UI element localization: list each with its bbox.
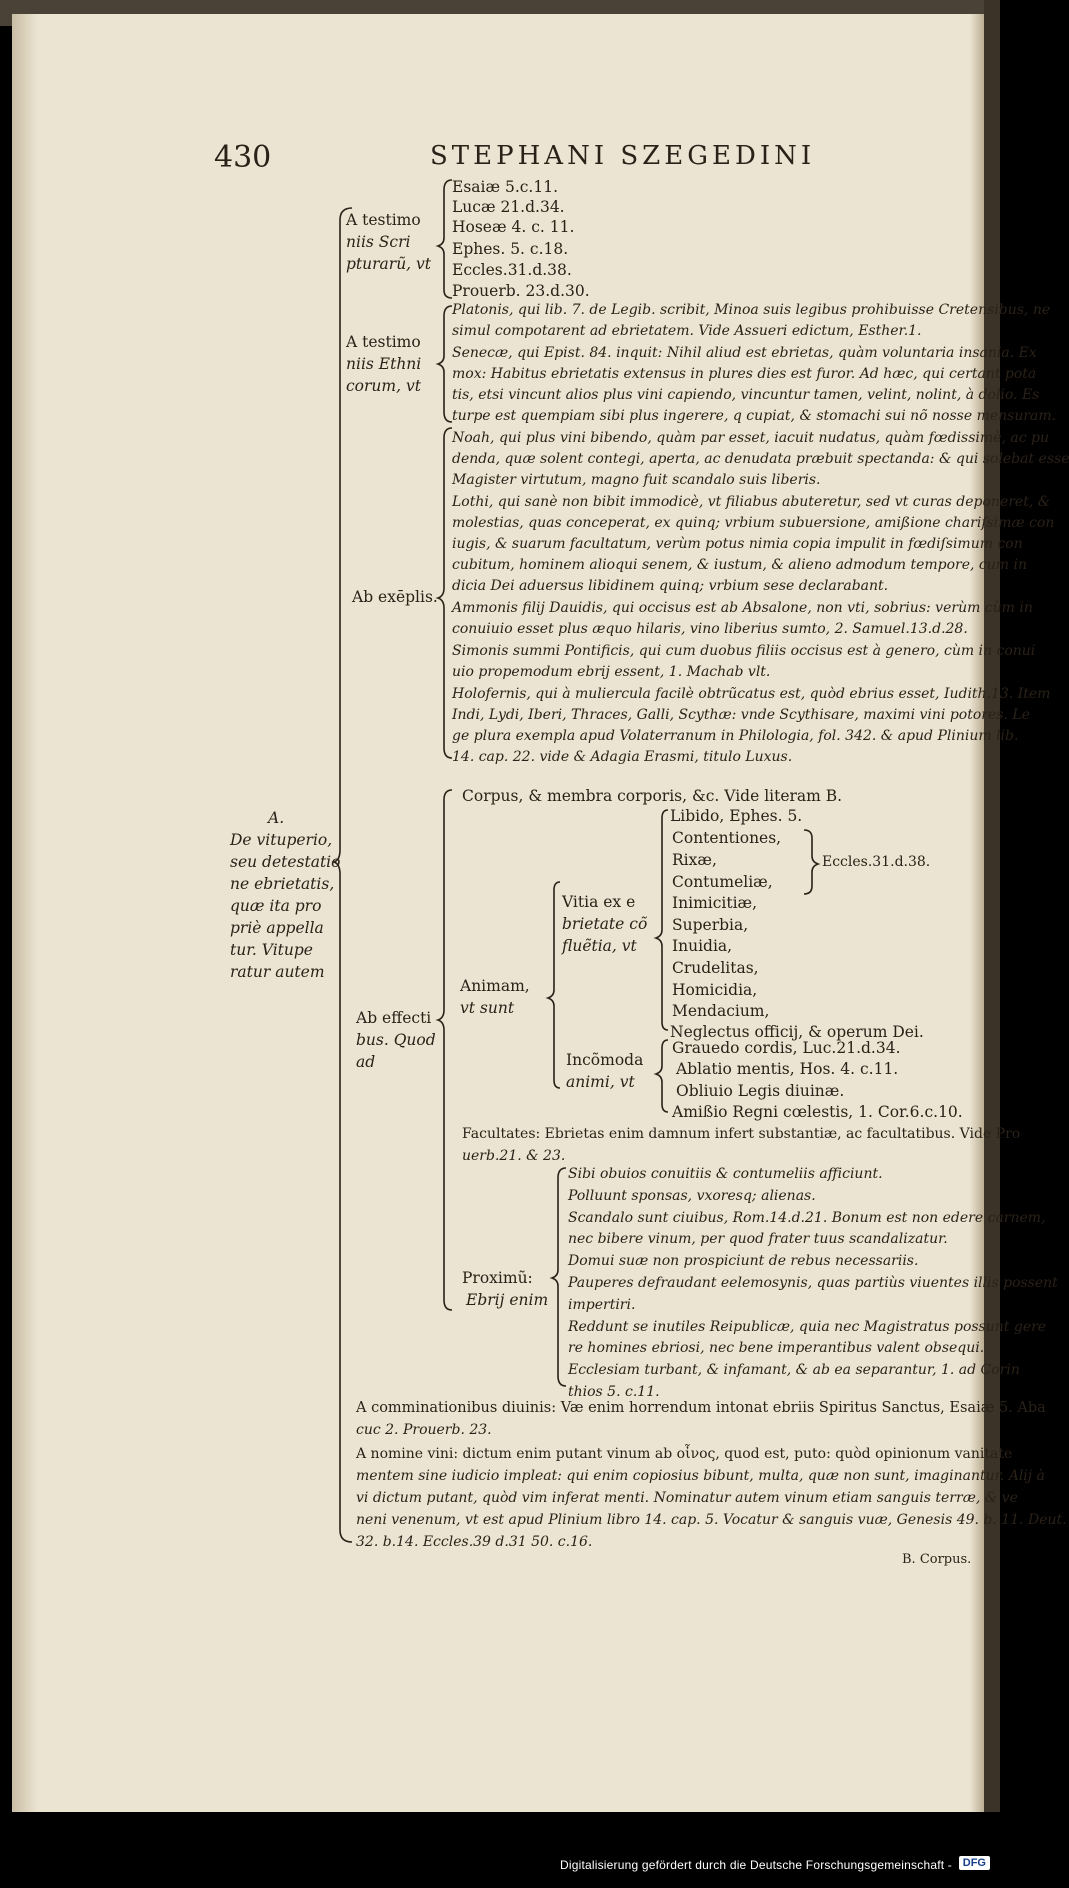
- corpus-line: Corpus, & membra corporis, &c. Vide literam B.: [462, 787, 843, 805]
- vitia-label: brietate cõ: [562, 915, 648, 933]
- effectis-label: Ab effecti: [356, 1009, 432, 1027]
- root-line: ratur autem: [230, 963, 325, 981]
- exempla-line: cubitum, hominem alioqui senem, & iustum, & alieno admodum tempore, cum in: [452, 557, 1027, 573]
- nomine-line: neni venenum, vt est apud Plinium libro 14. cap. 5. Vocatur & sanguis vuæ, Genesis 49. b. 11. Deut.: [356, 1512, 1067, 1528]
- footer-credit: Digitalisierung gefördert durch die Deutsche Forschungsgemeinschaft -: [560, 1858, 952, 1872]
- exempla-line: Holofernis, qui à muliercula facilè obtrũcatus est, quòd ebrius esset, Iudith.13. Item: [452, 686, 1051, 702]
- eccles-brace: [804, 830, 818, 894]
- scripture-label: pturarũ, vt: [346, 255, 432, 273]
- exempla-line: Magister virtutum, magno fuit scandalo suis liberis.: [452, 472, 821, 488]
- exempla-line: Simonis summi Pontificis, qui cum duobus filiis occisus est à genero, cùm in conui: [452, 643, 1036, 659]
- proximum-line: impertiri.: [568, 1297, 636, 1313]
- ethnici-label: niis Ethni: [346, 355, 422, 373]
- vitium-item: Rixæ,: [672, 851, 717, 869]
- scripture-brace: [438, 180, 452, 298]
- exempla-line: Lothi, qui sanè non bibit immodicè, vt filiabus abuteretur, sed vt curas deponeret, &: [452, 494, 1051, 510]
- incomodum-item: Amißio Regni cœlestis, 1. Cor.6.c.10.: [672, 1103, 963, 1121]
- animam-brace: [548, 882, 560, 1088]
- exempla-line: 14. cap. 22. vide & Adagia Erasmi, titulo Luxus.: [452, 749, 793, 765]
- proximum-brace: [552, 1168, 566, 1386]
- vitium-item: Crudelitas,: [672, 959, 759, 977]
- ethnici-line: Platonis, qui lib. 7. de Legib. scribit, Minoa suis legibus prohibuisse Cretensibus, ne: [452, 302, 1051, 318]
- catchword: B. Corpus.: [902, 1552, 972, 1567]
- nomine-line: mentem sine iudicio impleat: qui enim copiosius bibunt, multa, quæ non sunt, imaginantur. Alij à: [356, 1468, 1045, 1484]
- scripture-ref: Ephes. 5. c.18.: [452, 240, 569, 258]
- incomoda-brace: [656, 1040, 668, 1112]
- scripture-ref: Prouerb. 23.d.30.: [452, 282, 590, 300]
- nomine-line: 32. b.14. Eccles.39 d.31 50. c.16.: [356, 1534, 593, 1550]
- animam-label: vt sunt: [460, 999, 515, 1017]
- scripture-ref: Hoseæ 4. c. 11.: [452, 218, 575, 236]
- exempla-line: Noah, qui plus vini bibendo, quàm par esset, iacuit nudatus, quàm fœdissimè, ac pu: [452, 430, 1049, 446]
- vitium-item: Inuidia,: [672, 937, 733, 955]
- comminationibus-line: A comminationibus diuinis: Væ enim horrendum intonat ebriis Spiritus Sanctus, Esaiæ 5. Aba: [356, 1400, 1046, 1416]
- running-title: STEPHANI SZEGEDINI: [430, 141, 816, 171]
- proximum-line: Polluunt sponsas, vxoresq; alienas.: [568, 1188, 816, 1204]
- proximum-line: Reddunt se inutiles Reipublicæ, quia nec Magistratus possunt gere: [568, 1319, 1047, 1335]
- root-line: quæ ita pro: [230, 897, 322, 915]
- vitium-item: Mendacium,: [672, 1002, 770, 1020]
- root-brace: [334, 208, 352, 1542]
- exempla-line: uio propemodum ebrij essent, 1. Machab vlt.: [452, 664, 771, 680]
- vitia-label: Vitia ex e: [562, 893, 636, 911]
- exempla-line: Ammonis filij Dauidis, qui occisus est ab Absalone, non vti, sobrius: verùm cùm in: [452, 600, 1033, 616]
- proximum-label: Proximũ:: [462, 1269, 533, 1287]
- ethnici-line: tis, etsi vincunt alios plus vini capiendo, vincuntur tamen, velint, nolint, à dolio. Es: [452, 387, 1040, 403]
- eccles-reference: Eccles.31.d.38.: [822, 854, 931, 870]
- proximum-line: nec bibere vinum, per quod frater tuus scandalizatur.: [568, 1231, 948, 1247]
- facultates-line: Facultates: Ebrietas enim damnum infert substantiæ, ac facultatibus. Vide Pro: [462, 1126, 1021, 1142]
- scripture-label: A testimo: [346, 211, 421, 229]
- exempla-line: conuiuio esset plus æquo hilaris, vino liberius sumto, 2. Samuel.13.d.28.: [452, 621, 968, 637]
- ethnici-line: mox: Habitus ebrietatis extensus in plures dies est furor. Ad hæc, qui certant pota: [452, 366, 1037, 382]
- ethnici-line: simul compotarent ad ebrietatem. Vide Assueri edictum, Esther.1.: [452, 323, 922, 339]
- proximum-line: Ecclesiam turbant, & infamant, & ab ea separantur, 1. ad Corin: [568, 1362, 1020, 1378]
- ethnici-label: corum, vt: [346, 377, 421, 395]
- exempla-line: Indi, Lydi, Iberi, Thraces, Galli, Scythæ: vnde Scythisare, maximi vini potores. Le: [452, 707, 1030, 723]
- ethnici-line: Senecæ, qui Epist. 84. inquit: Nihil aliud est ebrietas, quàm voluntaria insania. Ex: [452, 345, 1037, 361]
- effectis-label: ad: [356, 1053, 376, 1071]
- incomoda-label: animi, vt: [566, 1073, 635, 1091]
- proximum-line: thios 5. c.11.: [568, 1384, 660, 1400]
- nomine-line: vi dictum putant, quòd vim inferat menti. Nominatur autem vinum etiam sanguis terræ, & ve: [356, 1490, 1018, 1506]
- proximum-line: Sibi obuios conuitiis & contumeliis afficiunt.: [568, 1166, 883, 1182]
- vitium-item: Contumeliæ,: [672, 873, 773, 891]
- vitium-item: Contentiones,: [672, 829, 782, 847]
- root-line: priè appella: [230, 919, 324, 937]
- exempla-line: molestias, quas conceperat, ex quinq; vrbium subuersione, amißione chariſsimæ con: [452, 515, 1055, 531]
- exempla-line: denda, quæ solent contegi, aperta, ac denudata præbuit spectanda: & qui solebat esse: [452, 451, 1069, 467]
- effectis-brace: [438, 790, 452, 1310]
- proximum-line: Pauperes defraudant eelemosynis, quas partiùs viuentes illis possent: [568, 1275, 1058, 1291]
- incomodum-item: Obliuio Legis diuinæ.: [676, 1082, 845, 1100]
- vitium-item: Libido, Ephes. 5.: [670, 807, 803, 825]
- root-line: seu detestatio: [230, 853, 341, 871]
- scripture-ref: Lucæ 21.d.34.: [452, 198, 565, 216]
- exempla-brace: [438, 428, 452, 758]
- vitium-item: Inimicitiæ,: [672, 894, 758, 912]
- vitia-label: fluẽtia, vt: [562, 937, 637, 955]
- scripture-ref: Esaiæ 5.c.11.: [452, 178, 559, 196]
- dfg-logo[interactable]: DFG: [959, 1856, 990, 1870]
- page-number: 430: [214, 140, 272, 175]
- root-line: tur. Vitupe: [230, 941, 313, 959]
- vitium-item: Neglectus officij, & operum Dei.: [670, 1023, 924, 1041]
- incomodum-item: Ablatio mentis, Hos. 4. c.11.: [676, 1060, 899, 1078]
- root-line: ne ebrietatis,: [230, 875, 335, 893]
- scripture-label: niis Scri: [346, 233, 411, 251]
- exempla-line: dicia Dei aduersus libidinem quinq; vrbium sese declarabant.: [452, 578, 889, 594]
- ethnici-brace: [438, 306, 452, 422]
- ethnici-label: A testimo: [346, 333, 421, 351]
- ethnici-line: turpe est quempiam sibi plus ingerere, q cupiat, & stomachi sui nõ nosse mensuram.: [452, 408, 1057, 424]
- proximum-label: Ebrij enim: [466, 1291, 549, 1309]
- proximum-line: Domui suæ non prospiciunt de rebus necessariis.: [568, 1253, 919, 1269]
- footer-band: [0, 1812, 1000, 1888]
- root-letter: A.: [268, 809, 285, 827]
- proximum-line: re homines ebriosi, nec bene imperantibus valent obsequi.: [568, 1340, 985, 1356]
- effectis-label: bus. Quod: [356, 1031, 436, 1049]
- facultates-line: uerb.21. & 23.: [462, 1148, 566, 1164]
- incomoda-label: Incõmoda: [566, 1051, 644, 1069]
- exempla-line: ge plura exempla apud Volaterranum in Philologia, fol. 342. & apud Plinium lib.: [452, 728, 1019, 744]
- exempla-line: iugis, & suarum facultatum, verùm potus nimia copia impulit in fœdiſsimum con: [452, 536, 1023, 552]
- incomodum-item: Grauedo cordis, Luc.21.d.34.: [672, 1039, 901, 1057]
- vitia-brace: [656, 810, 668, 1030]
- nomine-line: A nomine vini: dictum enim putant vinum ab οἶνος, quod est, puto: quòd opinionum vanitate: [356, 1446, 1013, 1462]
- animam-label: Animam,: [460, 977, 530, 995]
- proximum-line: Scandalo sunt ciuibus, Rom.14.d.21. Bonum est non edere carnem,: [568, 1210, 1046, 1226]
- root-line: De vituperio,: [230, 831, 333, 849]
- vitium-item: Superbia,: [672, 916, 749, 934]
- comminationibus-line: cuc 2. Prouerb. 23.: [356, 1422, 492, 1438]
- scripture-ref: Eccles.31.d.38.: [452, 261, 572, 279]
- vitium-item: Homicidia,: [672, 981, 758, 999]
- exempla-label: Ab exēplis.: [352, 588, 438, 606]
